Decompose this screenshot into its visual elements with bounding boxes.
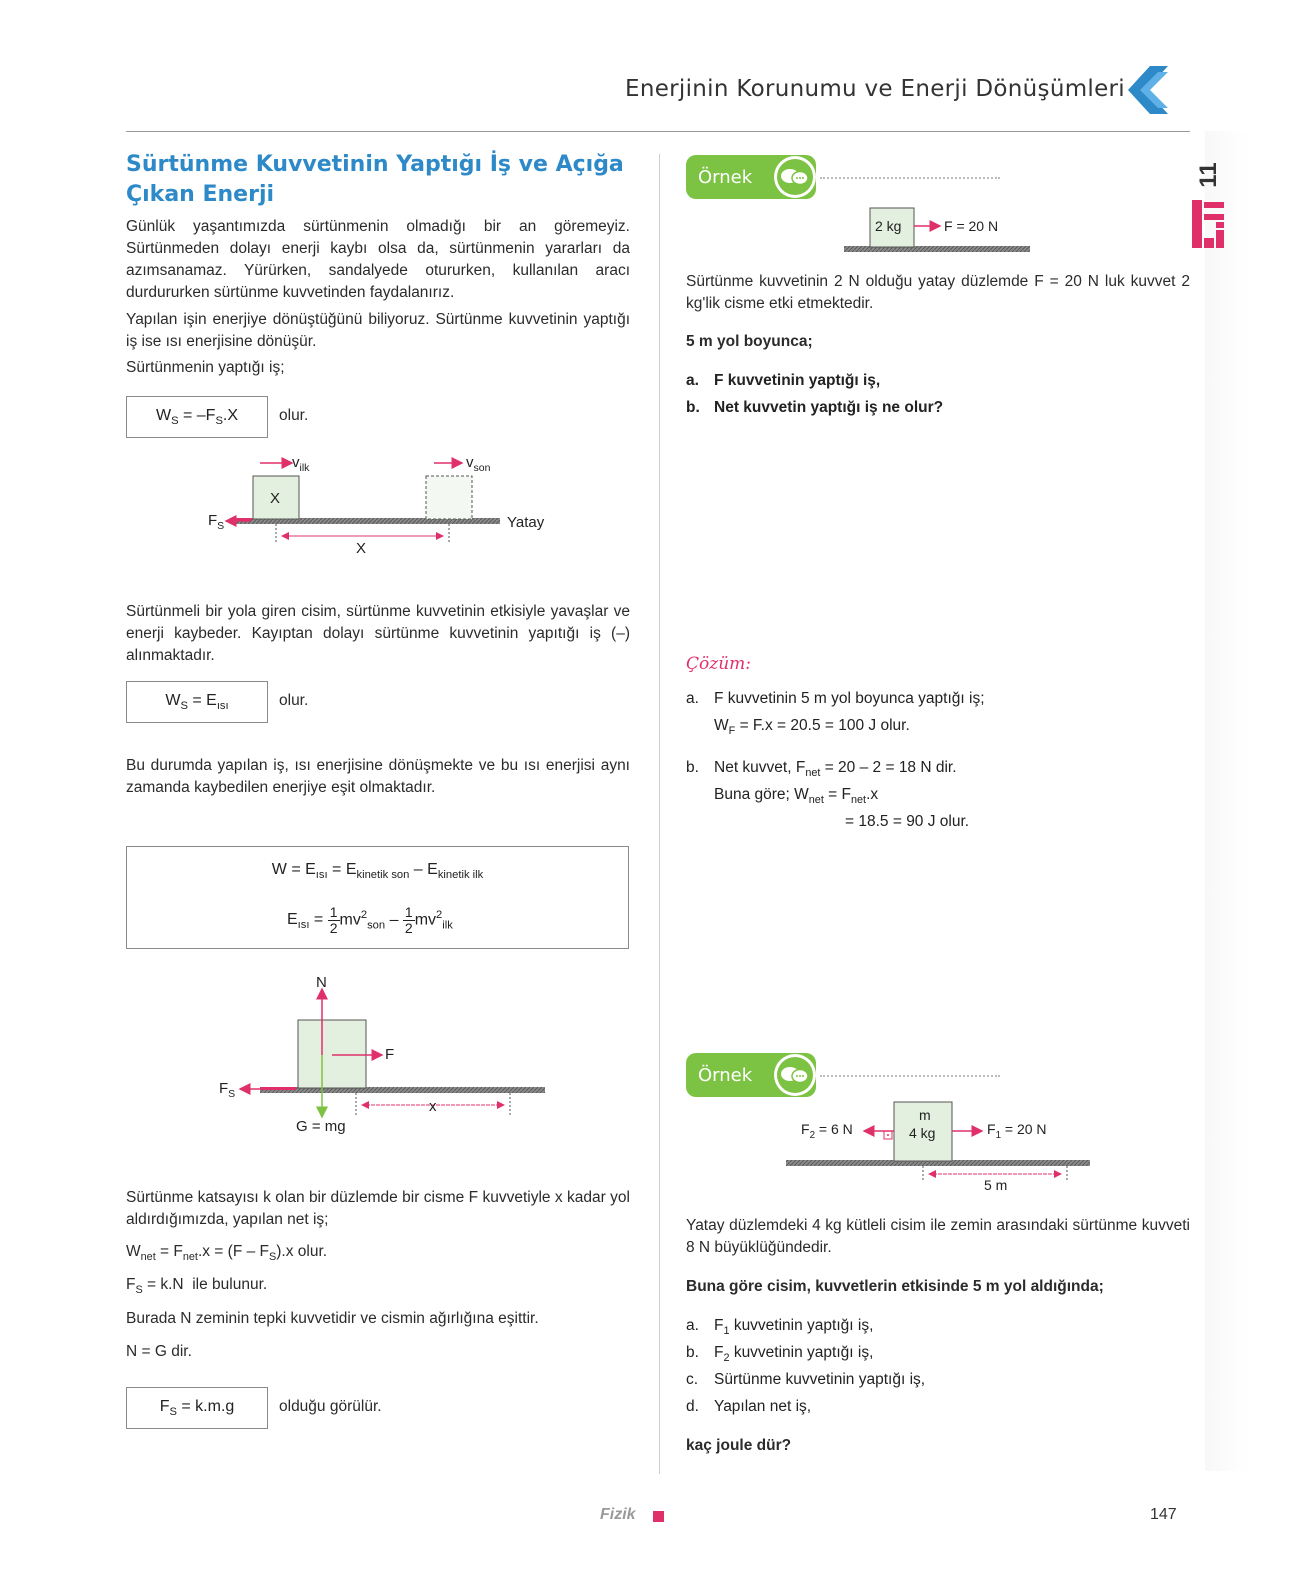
paragraph-heat-energy: Bu durumda yapılan iş, ısı enerjisine dönüşmekte ve bu ısı enerjisi aynı zamanda kaybedilen enerjiye eşit olmaktadır.	[126, 757, 630, 796]
example-2-diagram	[782, 1098, 1092, 1190]
paragraph-friction-work: Sürtünmenin yaptığı iş;	[126, 359, 285, 376]
block-ghost	[426, 476, 472, 519]
applied-force-label: F	[385, 1046, 395, 1063]
unit-logo-icon	[1192, 200, 1224, 250]
solution-b-line2: = 18.5 = 90 J olur.	[845, 813, 970, 830]
example-2-f2-label: $F_2 = 6$ N	[801, 1121, 853, 1141]
solution-b: b. Net kuvvet, $F_{net} = 20 - 2 = 18$ N dir.	[686, 759, 957, 779]
paragraph-normal-force: Burada N zeminin tepki kuvvetidir ve cismin ağırlığına eşittir.	[126, 1310, 539, 1327]
example-2-item-b: b. $F_2$ kuvvetinin yaptığı iş,	[686, 1344, 874, 1364]
friction-label: $F_S$	[208, 512, 225, 532]
example-1-question: 5 m yol boyunca;	[686, 333, 813, 350]
example-2-mass-symbol: m	[919, 1107, 931, 1123]
solution-label: Çözüm:	[686, 654, 751, 674]
distance-label: X	[356, 540, 367, 557]
example-2-item-c: c. Sürtünme kuvvetinin yaptığı iş,	[686, 1371, 926, 1388]
velocity-final-label: $v_{son}$	[466, 454, 491, 474]
example-2-text: Yatay düzlemdeki 4 kg kütleli cisim ile zemin arasındaki sürtünme kuvveti 8 N büyüklüğündedir.	[686, 1217, 1190, 1256]
example-badge-label-2: Örnek	[698, 1064, 753, 1086]
friction-formula: $F_S = k.N$ ile bulunur.	[126, 1276, 268, 1296]
speech-bubbles-icon	[772, 1052, 818, 1098]
block-label: X	[270, 490, 281, 507]
page-number: 147	[1150, 1506, 1177, 1523]
example-2-distance: 5 m	[984, 1177, 1008, 1193]
example-1-mass: 2 kg	[875, 218, 902, 234]
friction-force-label: $F_S$	[219, 1080, 236, 1100]
formula-suffix: olur.	[279, 407, 309, 424]
example-1-item-b: b. Net kuvvetin yaptığı iş ne olur?	[686, 399, 944, 416]
solution-b-line1: Buna göre; $W_{net} = F_{net}.x$	[714, 786, 879, 806]
example-2-closing: kaç joule dür?	[686, 1437, 792, 1454]
weight-label: G = mg	[296, 1118, 346, 1135]
example-1-text: Sürtünme kuvvetinin 2 N olduğu yatay düzlemde F = 20 N luk kuvvet 2 kg'lik cisme etki etmektedir.	[686, 273, 1190, 312]
energy-equation-1: $W = E_{ısı} = E_{kinetik son} - E_{kinetik ilk}$	[271, 861, 484, 881]
formula-box-energy	[126, 846, 629, 949]
formula-suffix-3: olduğu görülür.	[279, 1398, 382, 1415]
side-band	[1205, 131, 1249, 1471]
example-dotline-2	[820, 1075, 1000, 1077]
example-2-question: Buna göre cisim, kuvvetlerin etkisinde 5 m yol aldığında;	[686, 1278, 1104, 1295]
example-2-mass-value: 4 kg	[909, 1125, 936, 1141]
chevron-left-icon	[1128, 66, 1168, 114]
velocity-initial-label: $v_{ilk}$	[292, 454, 310, 474]
example-1-force: F = 20 N	[944, 218, 999, 234]
header-divider	[126, 131, 1190, 132]
paragraph-intro: Günlük yaşantımızda sürtünmenin olmadığı bir an göremeyiz. Sürtünmeden dolayı enerji kaybı olsa da, sürtünmenin yararları da azımsanamaz. Yürürken, sandalyede otururken, kullanılan aracı durdururken sürtünme kuvvetinden faydalanırız.	[126, 218, 630, 301]
chapter-title: Enerjinin Korunumu ve Enerji Dönüşümleri	[624, 76, 1125, 102]
formula-suffix-2: olur.	[279, 692, 309, 709]
normal-force-label: N	[316, 974, 327, 991]
footer-subject: Fizik	[600, 1506, 636, 1523]
example-dotline-1	[820, 177, 1000, 179]
example-2-item-d: d. Yapılan net iş,	[686, 1398, 812, 1415]
speech-bubbles-icon	[772, 154, 818, 200]
n-equals-g: N = G dir.	[126, 1343, 192, 1360]
example-2-item-a: a. $F_1$ kuvvetinin yaptığı iş,	[686, 1317, 874, 1337]
column-divider	[659, 154, 660, 1474]
paragraph-work-energy: Yapılan işin enerjiye dönüştüğünü biliyoruz. Sürtünme kuvvetinin yaptığı iş ise ısı enerjisine dönüşür.	[126, 311, 630, 350]
solution-a-formula: $W_F = F.x = 20.5 = 100$ J olur.	[714, 717, 910, 737]
net-work-formula: $W_{net} = F_{net}.x = (F - F_S).x$ olur.	[126, 1243, 328, 1263]
force-diagram-2	[210, 975, 550, 1125]
formula-box-fs: $F_S = k.m.g$	[126, 1387, 268, 1429]
section-heading: Sürtünme Kuvvetinin Yaptığı İş ve Açığa Çıkan Enerji	[126, 152, 624, 207]
unit-number: 11	[1195, 162, 1222, 188]
example-1-item-a: a. F kuvvetinin yaptığı iş,	[686, 372, 881, 389]
formula-box-heat: $W_S = E_{ısı}$	[126, 681, 268, 723]
formula-box-ws: $W_S = -F_S.X$	[126, 396, 268, 438]
energy-equation-2: $E_{ısı}$ = $\frac{1}{2}$ $mv^2_{son}$ – 1 2 $mv^2_{ilk}$	[287, 904, 453, 936]
footer-square-icon	[653, 1511, 664, 1522]
example-1-diagram	[842, 206, 1032, 256]
friction-diagram-1	[200, 456, 570, 560]
example-badge-label: Örnek	[698, 166, 753, 188]
distance-x-label: x	[429, 1098, 437, 1115]
surface-label: Yatay	[507, 514, 545, 531]
solution-a: a. F kuvvetinin 5 m yol boyunca yaptığı iş;	[686, 690, 985, 707]
paragraph-slowdown: Sürtünmeli bir yola giren cisim, sürtünme kuvvetinin etkisiyle yavaşlar ve enerji kaybeder. Kayıptan dolayı sürtünme kuvvetinin yapıtığı iş (–) alınmaktadır.	[126, 603, 630, 664]
example-2-f1-label: $F_1 = 20$ N	[987, 1121, 1047, 1141]
paragraph-net-work: Sürtünme katsayısı k olan bir düzlemde bir cisme F kuvvetiyle x kadar yol aldırdığımızda, yapılan net iş;	[126, 1189, 630, 1228]
